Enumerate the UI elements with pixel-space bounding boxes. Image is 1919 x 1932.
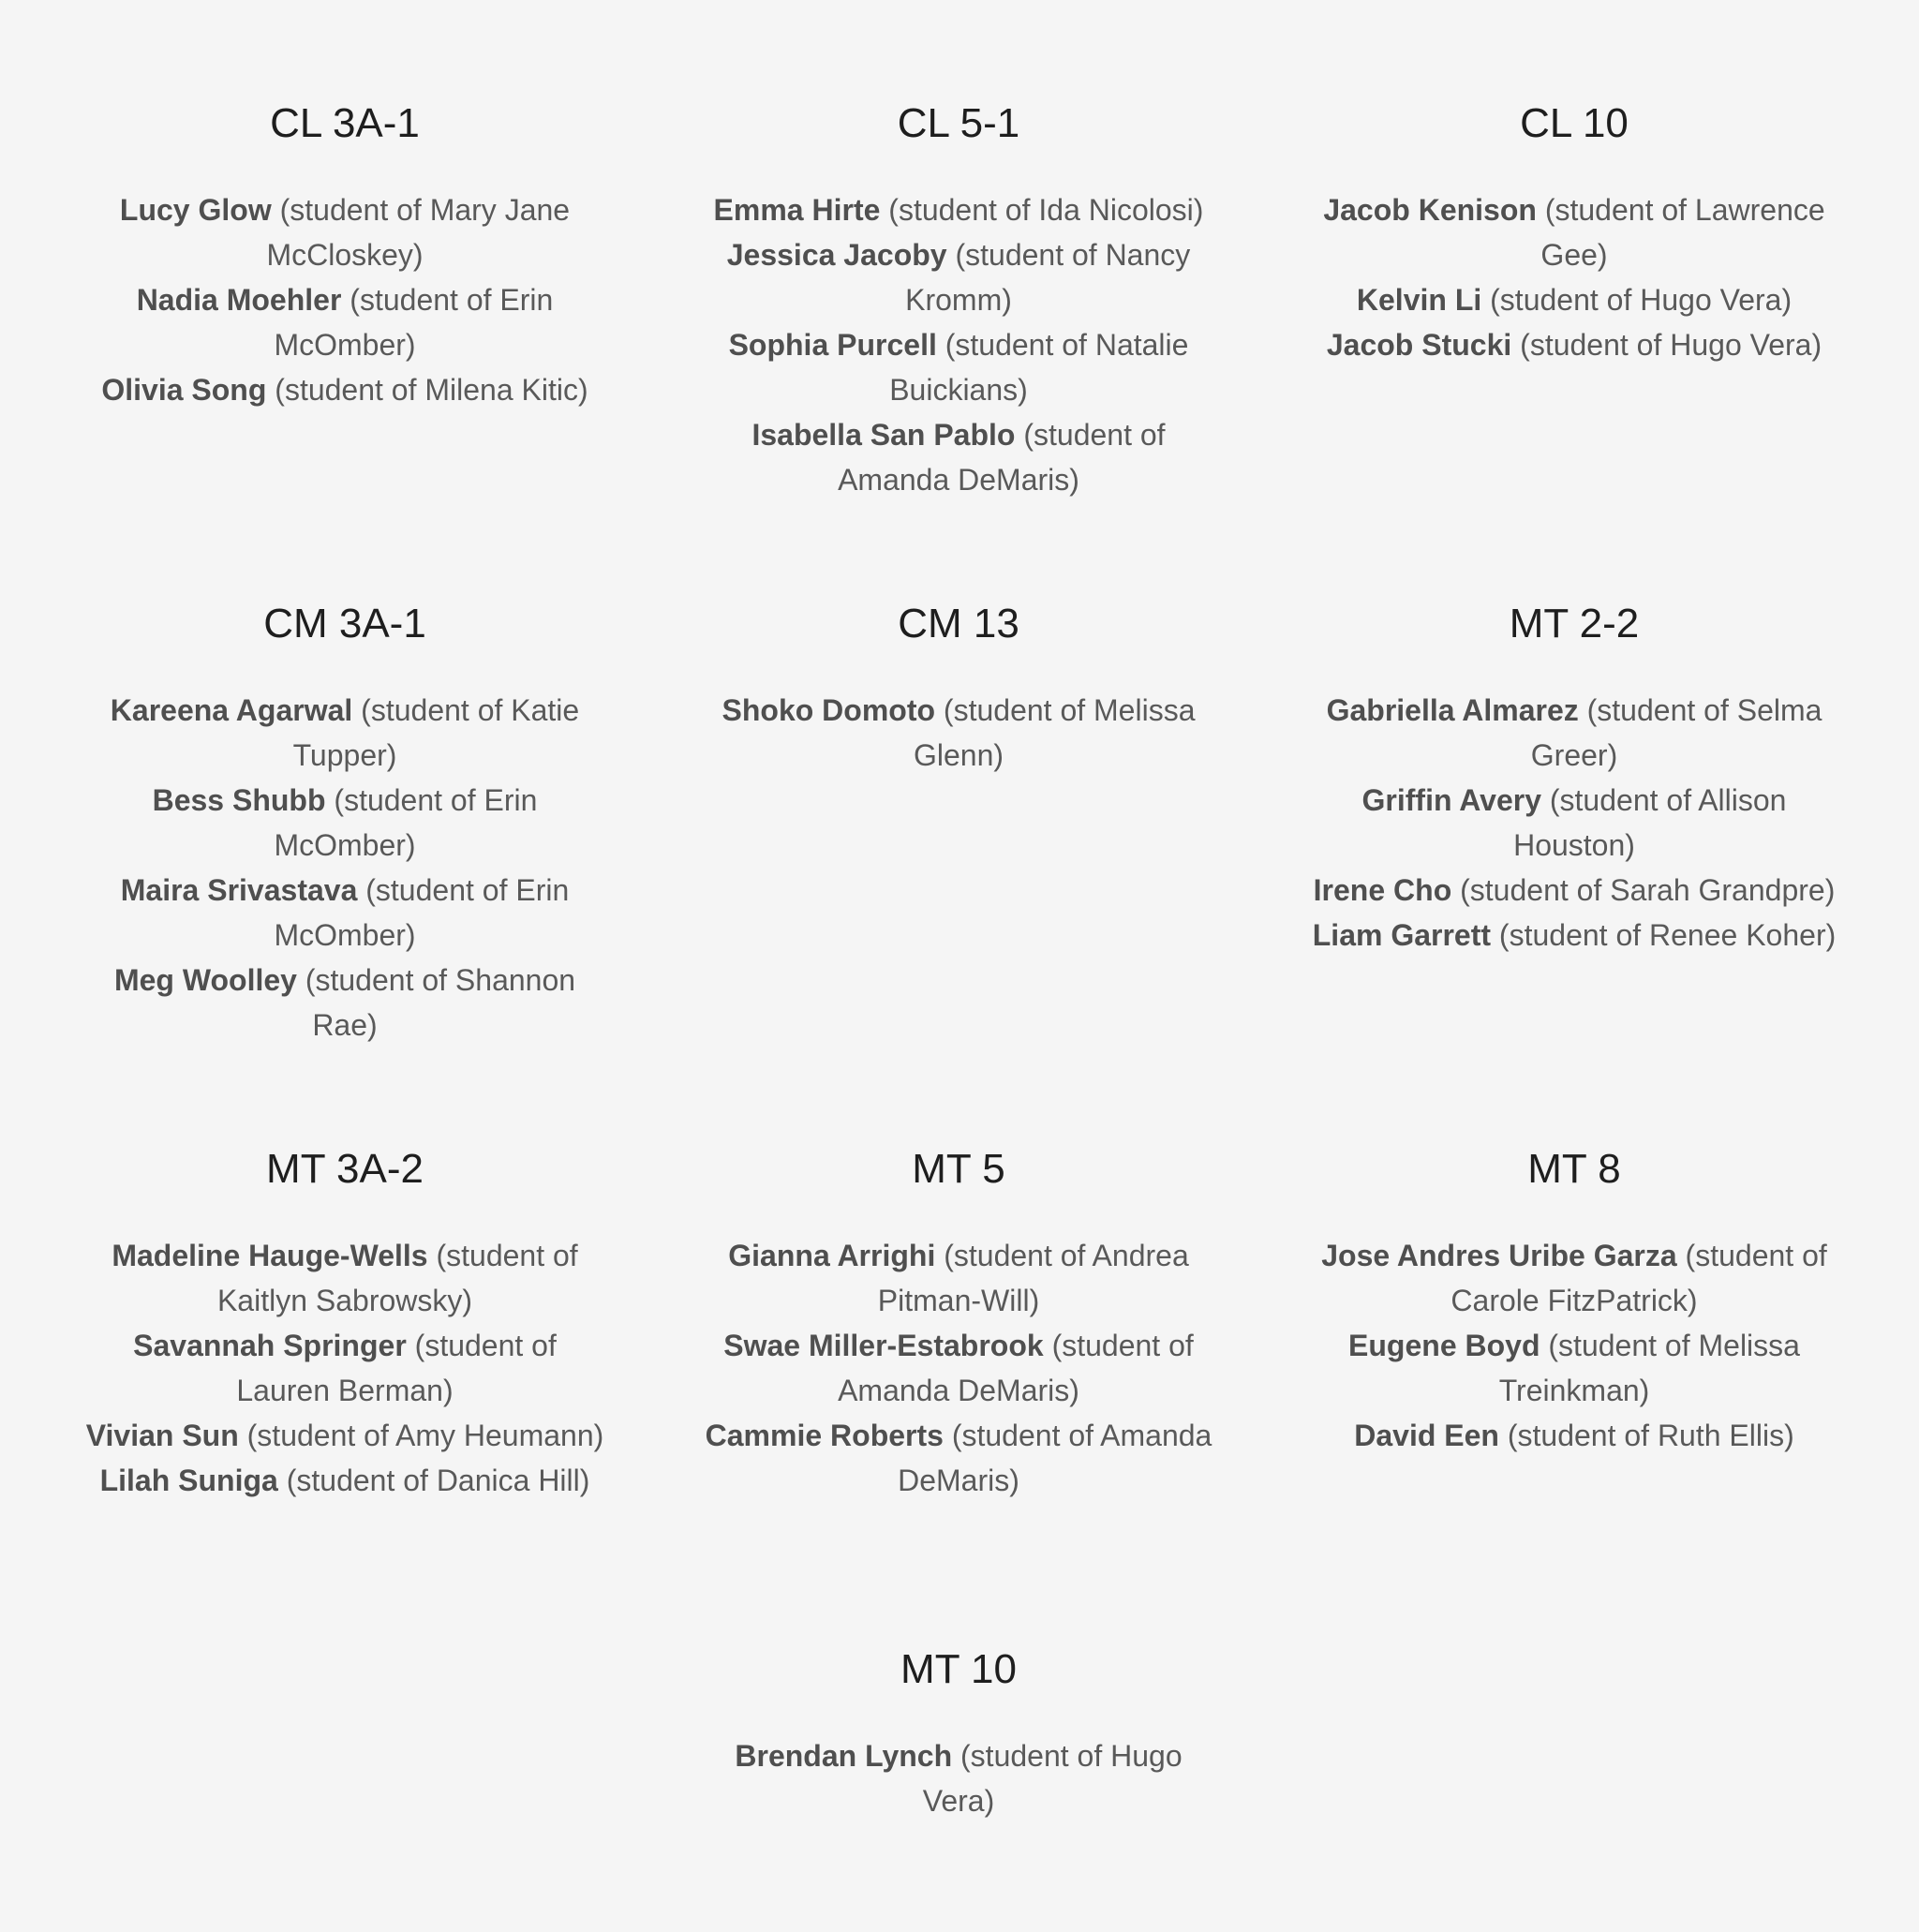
teacher-note: (student of Selma Greer) <box>1530 693 1822 772</box>
list-item <box>82 958 607 1048</box>
student-name: Swae Miller-Estabrook <box>723 1329 1044 1362</box>
teacher-note: (student of Katie Tupper) <box>292 693 580 772</box>
teacher-note: (student of Allison Houston) <box>1513 783 1787 862</box>
entry-list <box>1312 1233 1837 1458</box>
entry-list <box>82 688 607 1048</box>
student-name: Meg Woolley <box>113 963 297 997</box>
teacher-note: (student of Sarah Grandpre) <box>1460 873 1836 907</box>
teacher-note: (student of Amanda DeMaris) <box>838 1329 1194 1407</box>
list-item <box>696 1323 1221 1413</box>
student-name: Madeline Hauge-Wells <box>112 1239 428 1272</box>
teacher-note: (student of Melissa Glenn) <box>913 693 1196 772</box>
entry-list <box>696 1733 1221 1823</box>
teacher-note: (student of Kaitlyn Sabrowsky) <box>216 1239 578 1317</box>
student-name: Sophia Purcell <box>728 328 937 362</box>
student-name: Gianna Arrighi <box>728 1239 936 1272</box>
group-title: CL 5-1 <box>897 100 1020 146</box>
list-item <box>1312 868 1837 913</box>
list-item <box>1312 778 1837 868</box>
list-item <box>82 1323 607 1413</box>
list-item <box>696 1733 1221 1823</box>
list-item <box>1312 1323 1837 1413</box>
group-title: MT 3A-2 <box>266 1146 424 1192</box>
list-item <box>1312 1413 1837 1458</box>
student-name: Bess Shubb <box>152 783 326 817</box>
list-item <box>696 1233 1221 1323</box>
student-name: Lucy Glow <box>119 193 272 227</box>
list-item <box>1312 277 1837 322</box>
group-cm-13 <box>696 598 1221 778</box>
group-title: MT 2-2 <box>1509 601 1640 646</box>
entry-list <box>1312 187 1837 367</box>
entry-list <box>82 1233 607 1503</box>
teacher-note: (student of Erin McOmber) <box>274 873 570 952</box>
student-name: Eugene Boyd <box>1348 1329 1540 1362</box>
student-name: Griffin Avery <box>1361 783 1541 817</box>
student-name: Brendan Lynch <box>735 1739 953 1773</box>
teacher-note: (student of Amanda DeMaris) <box>838 418 1166 497</box>
list-item <box>1312 688 1837 778</box>
teacher-note: (student of Danica Hill) <box>286 1464 590 1497</box>
group-title: CL 10 <box>1520 100 1629 146</box>
student-name: Cammie Roberts <box>705 1419 944 1452</box>
student-name: Maira Srivastava <box>120 873 358 907</box>
student-name: Vivian Sun <box>85 1419 239 1452</box>
teacher-note: (student of Melissa Treinkman) <box>1498 1329 1800 1407</box>
list-item <box>696 688 1221 778</box>
list-item <box>82 1458 607 1503</box>
teacher-note: (student of Erin McOmber) <box>274 783 538 862</box>
student-name: Jessica Jacoby <box>726 238 947 272</box>
group-title: CM 13 <box>898 601 1019 646</box>
teacher-note: (student of Hugo Vera) <box>1520 328 1822 362</box>
list-item <box>82 367 607 412</box>
teacher-note: (student of Andrea Pitman-Will) <box>877 1239 1189 1317</box>
entry-list <box>696 1233 1221 1503</box>
student-name: Jose Andres Uribe Garza <box>1321 1239 1677 1272</box>
list-item <box>696 322 1221 412</box>
group-title: CM 3A-1 <box>263 601 426 646</box>
group-title: MT 5 <box>912 1146 1005 1192</box>
teacher-note: (student of Mary Jane McCloskey) <box>266 193 571 272</box>
teacher-note: (student of Milena Kitic) <box>275 373 588 407</box>
entry-list <box>1312 688 1837 958</box>
list-item <box>82 868 607 958</box>
list-item <box>696 1413 1221 1503</box>
entry-list <box>696 187 1221 502</box>
list-item <box>82 778 607 868</box>
list-item <box>82 688 607 778</box>
group-cl-5-1 <box>696 97 1221 502</box>
teacher-note: (student of Amy Heumann) <box>246 1419 604 1452</box>
group-title: MT 10 <box>900 1646 1017 1692</box>
student-name: Jacob Stucki <box>1326 328 1512 362</box>
group-mt-10 <box>696 1643 1221 1823</box>
teacher-note: (student of Erin McOmber) <box>274 283 554 362</box>
group-cl-3a-1 <box>82 97 607 412</box>
group-cl-10 <box>1312 97 1837 367</box>
teacher-note: (student of Hugo Vera) <box>1490 283 1793 317</box>
student-name: Kareena Agarwal <box>110 693 353 727</box>
group-cm-3a-1 <box>82 598 607 1048</box>
group-mt-8 <box>1312 1143 1837 1458</box>
list-item <box>82 187 607 277</box>
list-item <box>696 187 1221 232</box>
group-mt-3a-2 <box>82 1143 607 1503</box>
teacher-note: (student of Nancy Kromm) <box>905 238 1191 317</box>
student-name: Liam Garrett <box>1312 918 1492 952</box>
group-mt-2-2 <box>1312 598 1837 958</box>
teacher-note: (student of Ida Nicolosi) <box>888 193 1204 227</box>
teacher-note: (student of Renee Koher) <box>1498 918 1837 952</box>
student-name: Olivia Song <box>101 373 267 407</box>
student-name: Jacob Kenison <box>1323 193 1537 227</box>
teacher-note: (student of Hugo Vera) <box>922 1739 1183 1818</box>
list-item <box>1312 913 1837 958</box>
group-title: CL 3A-1 <box>270 100 420 146</box>
list-item <box>1312 322 1837 367</box>
student-name: Lilah Suniga <box>99 1464 278 1497</box>
list-item <box>82 1233 607 1323</box>
teacher-note: (student of Natalie Buickians) <box>889 328 1189 407</box>
student-name: David Een <box>1354 1419 1499 1452</box>
group-title: MT 8 <box>1527 1146 1621 1192</box>
list-item <box>1312 187 1837 277</box>
teacher-note: (student of Lawrence Gee) <box>1540 193 1825 272</box>
list-item <box>696 232 1221 322</box>
teacher-note: (student of Amanda DeMaris) <box>898 1419 1212 1497</box>
teacher-note: (student of Lauren Berman) <box>236 1329 557 1407</box>
student-name: Savannah Springer <box>133 1329 407 1362</box>
student-name: Kelvin Li <box>1356 283 1482 317</box>
list-item <box>82 1413 607 1458</box>
group-mt-5 <box>696 1143 1221 1503</box>
student-name: Nadia Moehler <box>136 283 342 317</box>
entry-list <box>82 187 607 412</box>
teacher-note: (student of Ruth Ellis) <box>1507 1419 1794 1452</box>
list-item <box>696 412 1221 502</box>
list-item <box>1312 1233 1837 1323</box>
teacher-note: (student of Shannon Rae) <box>305 963 576 1042</box>
teacher-note: (student of Carole FitzPatrick) <box>1450 1239 1827 1317</box>
student-name: Emma Hirte <box>713 193 881 227</box>
entry-list <box>696 688 1221 778</box>
student-name: Isabella San Pablo <box>751 418 1016 452</box>
student-name: Irene Cho <box>1313 873 1452 907</box>
student-name: Shoko Domoto <box>721 693 936 727</box>
list-item <box>82 277 607 367</box>
student-name: Gabriella Almarez <box>1326 693 1579 727</box>
